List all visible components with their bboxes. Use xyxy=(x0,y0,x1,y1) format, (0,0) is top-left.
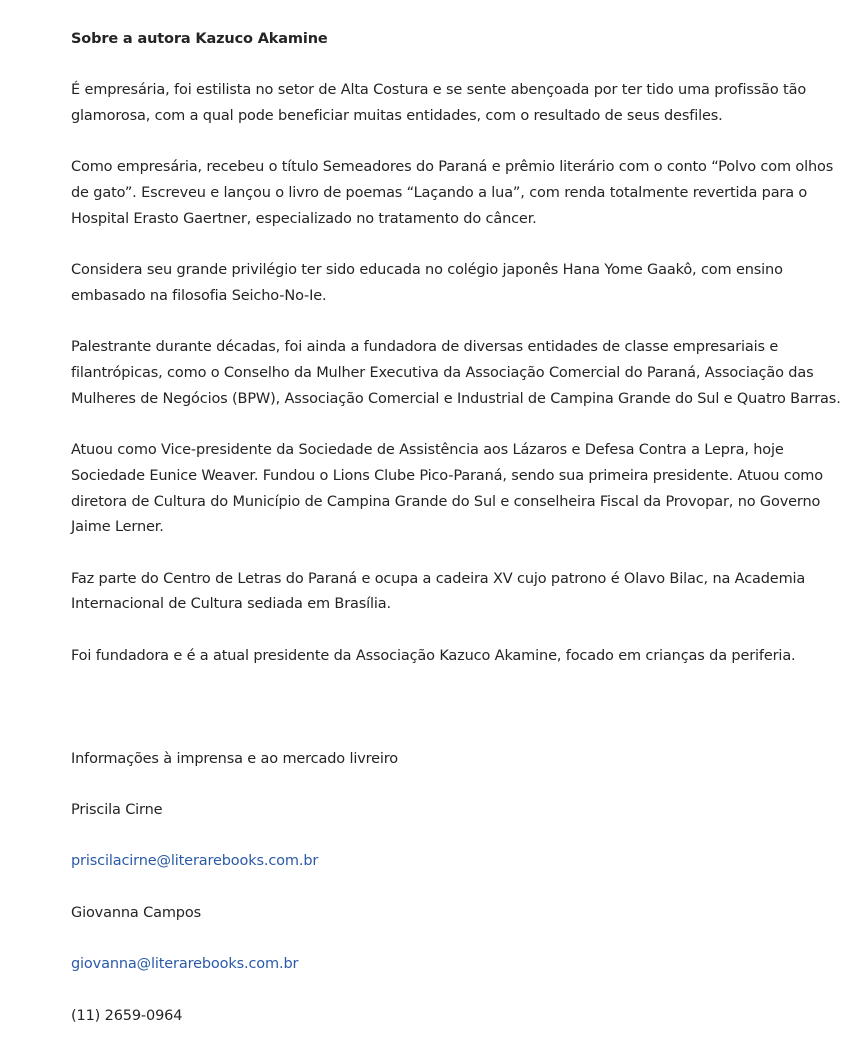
bio-paragraph-1: É empresária, foi estilista no setor de Alta Costura e se sente abençoada por ter tido uma profissão tão glamorosa, com a qual pode beneficiar muitas entidades, com o resultado de seus desfiles. xyxy=(71,82,807,125)
contact-phone: (11) 2659-0964 xyxy=(71,1007,183,1024)
bio-paragraph-5: Atuou como Vice-presidente da Sociedade de Assistência aos Lázaros e Defesa Contra a Lepra, hoje Sociedade Eunice Weaver. Fundou o Lions Clube Pico-Paraná, sendo sua primeira presidente. Atuou como diretora de Cultura do Município de Campina Grande do Sul e conselheira Fiscal da Provopar, no Governo Jaime Lerner. xyxy=(71,442,823,536)
contact-name-giovanna: Giovanna Campos xyxy=(71,904,201,921)
section-spacer xyxy=(71,695,841,746)
email-link-giovanna[interactable]: giovanna@literarebooks.com.br xyxy=(71,956,299,973)
author-section-title: Sobre a autora Kazuco Akamine xyxy=(71,31,328,47)
bio-paragraph-7: Foi fundadora e é a atual presidente da Associação Kazuco Akamine, focado em crianças da periferia. xyxy=(71,647,796,664)
article-body xyxy=(71,27,841,1055)
bio-paragraph-2: Como empresária, recebeu o título Semeadores do Paraná e prêmio literário com o conto “Polvo com olhos de gato”. Escreveu e lançou o livro de poemas “Laçando a lua”, com renda totalmente revertida para o Hospital Erasto Gaertner, especializado no tratamento do câncer. xyxy=(71,159,834,227)
bio-paragraph-6: Faz parte do Centro de Letras do Paraná e ocupa a cadeira XV cujo patrono é Olavo Bilac, na Academia Internacional de Cultura sediada em Brasília. xyxy=(71,570,806,613)
contact-name-priscila: Priscila Cirne xyxy=(71,801,163,818)
bio-paragraph-4: Palestrante durante décadas, foi ainda a fundadora de diversas entidades de classe empresariais e filantrópicas, como o Conselho da Mulher Executiva da Associação Comercial do Paraná, Associação das Mulheres de Negócios (BPW), Associação Comercial e Industrial de Campina Grande do Sul e Quatro Barras. xyxy=(71,339,841,407)
bio-paragraph-3: Considera seu grande privilégio ter sido educada no colégio japonês Hana Yome Gaakô, com ensino embasado na filosofia Seicho-No-Ie. xyxy=(71,262,783,304)
press-info-heading: Informações à imprensa e ao mercado livreiro xyxy=(71,750,399,767)
email-link-priscila[interactable]: priscilacirne@literarebooks.com.br xyxy=(71,853,319,870)
contact-email-giovanna xyxy=(71,952,841,978)
contact-email-priscila xyxy=(71,849,841,875)
